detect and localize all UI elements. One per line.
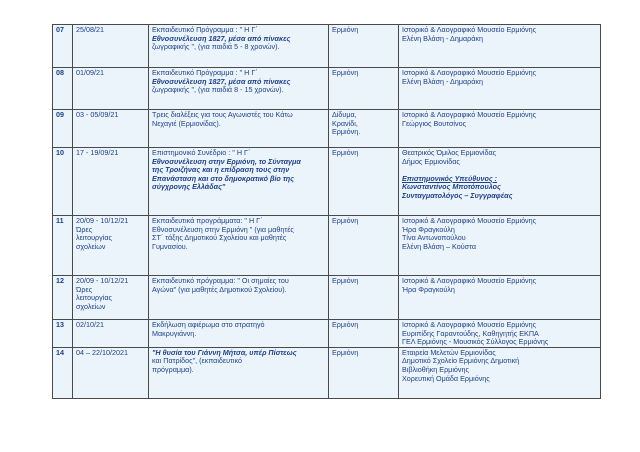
text-line: της Τροιζήνας και η επίδραση τους στην	[152, 165, 290, 175]
text-line: Ερμιόνη	[332, 68, 359, 77]
text-line: Ελένη Βλάση - Δημαράκη	[402, 76, 483, 86]
text-line: Εταιρεία Μελετών Ερμιονίδας	[402, 347, 496, 357]
event-cell	[149, 320, 329, 348]
text-line: Γυμνασίου.	[152, 241, 188, 251]
text-line: ζωγραφικής ", (για παιδιά 8 - 15 χρονών).	[152, 85, 284, 95]
table-row	[53, 216, 601, 276]
text-line: σχολείων	[76, 301, 106, 311]
text-line: Αγώνα" (για μαθητές Δημοτικού Σχολείου).	[152, 284, 287, 294]
row-number-cell: 10	[53, 148, 73, 216]
date-cell	[73, 68, 149, 110]
text-line: Δίδυμα,	[332, 110, 357, 119]
date-cell	[73, 347, 149, 398]
text-line: Ώρες	[76, 284, 93, 294]
text-line: σύγχρονης Ελλάδας"	[152, 182, 226, 192]
text-line: Ερμιόνη	[332, 148, 359, 157]
text-line: Ερμιόνη	[332, 216, 359, 225]
text-line: Ιστορικό & Λαογραφικό Μουσείο Ερμιόνης	[402, 320, 537, 329]
table-row	[53, 110, 601, 148]
text-line: Τίνα Αντωνοπούλου	[402, 233, 466, 243]
text-line: Συνταγματολόγος – Συγγραφέας	[402, 190, 513, 200]
table-body	[53, 25, 601, 399]
table-row	[53, 276, 601, 320]
date-cell	[73, 110, 149, 148]
table-row	[53, 320, 601, 348]
organizer-cell	[399, 110, 601, 148]
text-line: 20/09 - 10/12/21	[76, 216, 129, 225]
place-cell	[329, 148, 399, 216]
text-line: Ερμιόνη	[332, 347, 359, 357]
table-row	[53, 347, 601, 398]
text-line: Ελένη Βλάση - Δημαράκη	[402, 33, 483, 43]
text-line: Κρανίδι,	[332, 118, 358, 128]
text-line: Επιστημονικό Συνέδριο : " Η Γ΄	[152, 148, 251, 157]
event-cell	[149, 276, 329, 320]
text-line: ζωγραφικής ", (για παιδιά 5 - 8 χρονών).	[152, 42, 280, 52]
text-line: ΣΤ΄ τάξης Δημοτικού Σχολείου και μαθητές	[152, 233, 287, 243]
text-line: Ευριπίδης Γαραντούδης, Καθηγητής ΕΚΠΑ	[402, 328, 539, 338]
text-line: Ιστορικό & Λαογραφικό Μουσείο Ερμιόνης	[402, 68, 537, 77]
table-row	[53, 148, 601, 216]
text-line: 17 - 19/09/21	[76, 148, 119, 157]
text-line: Ιστορικό & Λαογραφικό Μουσείο Ερμιόνης	[402, 276, 537, 285]
place-cell	[329, 68, 399, 110]
text-line: πρόγραμμα).	[152, 364, 194, 374]
text-line: Εθνοσυνέλευση 1827, μέσα από πίνακες	[152, 33, 291, 43]
text-line: Εθνοσυνέλευση στην Ερμιόνη " (για μαθητές	[152, 224, 294, 234]
text-line: 20/09 - 10/12/21	[76, 276, 129, 285]
text-line: Δήμος Ερμιονίδας	[402, 156, 460, 166]
place-cell	[329, 276, 399, 320]
text-line: Εκπαιδευτικό πρόγραμμα: " Οι σημαίες του	[152, 276, 289, 285]
date-cell	[73, 276, 149, 320]
text-line: λειτουργίας	[76, 293, 112, 303]
event-cell	[149, 347, 329, 398]
date-cell	[73, 320, 149, 348]
text-line: Εθνοσυνέλευση 1827, μέσα από πίνακες	[152, 76, 291, 86]
row-number-cell: 11	[53, 216, 73, 276]
row-number-cell: 09	[53, 110, 73, 148]
text-line: 02/10/21	[76, 320, 104, 329]
text-line: Βιβλιοθήκη Ερμιόνης	[402, 364, 469, 374]
organizer-cell	[399, 216, 601, 276]
text-line: Ερμιόνη	[332, 25, 359, 34]
text-line: Ερμιόνη	[332, 320, 359, 329]
place-cell	[329, 320, 399, 348]
text-line: λειτουργίας	[76, 233, 112, 243]
text-line: Κωνσταντίνος Μποτόπουλος	[402, 182, 501, 192]
text-line: Θεατρικός Όμιλος Ερμιονίδας	[402, 148, 497, 157]
text-line: Ιστορικό & Λαογραφικό Μουσείο Ερμιόνης	[402, 216, 537, 225]
place-cell	[329, 347, 399, 398]
event-cell	[149, 68, 329, 110]
text-line: Ελένη Βλάση – Κούστα	[402, 241, 477, 251]
date-cell	[73, 25, 149, 68]
date-cell	[73, 148, 149, 216]
event-cell	[149, 25, 329, 68]
text-line: 03 - 05/09/21	[76, 110, 119, 119]
events-schedule-table	[52, 24, 601, 399]
table-row	[53, 25, 601, 68]
row-number-cell: 12	[53, 276, 73, 320]
row-number-cell: 07	[53, 25, 73, 68]
text-line: Τρεις διαλέξεις για τους Αγωνιστές του Κάτω	[152, 110, 293, 119]
text-line: Εκπαιδευτικά προγράμματα: " Η Γ΄	[152, 216, 263, 225]
text-line: και Πατρίδος", (εκπαιδευτικό	[152, 356, 243, 366]
text-line: Εκπαιδευτικό Πρόγραμμα : " Η Γ΄	[152, 25, 258, 34]
text-line: Δημοτικό Σχολείο Ερμιόνης Δημοτική	[402, 356, 520, 366]
organizer-cell	[399, 347, 601, 398]
text-line: 01/09/21	[76, 68, 104, 77]
table-row	[53, 68, 601, 110]
place-cell	[329, 110, 399, 148]
text-line: ΓΕΛ Ερμιόνης - Μουσικός Σύλλογος Ερμιόνης	[402, 337, 549, 347]
place-cell	[329, 25, 399, 68]
organizer-cell	[399, 320, 601, 348]
date-cell	[73, 216, 149, 276]
text-line: Εθνοσυνέλευση στην Ερμιόνη, το Σύνταγμα	[152, 156, 301, 166]
event-cell	[149, 148, 329, 216]
text-line: Ιστορικό & Λαογραφικό Μουσείο Ερμιόνης	[402, 25, 537, 34]
text-line: 25/08/21	[76, 25, 104, 34]
text-line: 04 – 22/10/2021	[76, 347, 128, 357]
text-line: "Η θυσία του Γιάννη Μήτσα, υπέρ Πίστεως	[152, 347, 297, 357]
text-line: Ήρα Φραγκούλη	[402, 284, 455, 294]
text-line: Εκπαιδευτικό Πρόγραμμα : " Η Γ΄	[152, 68, 258, 77]
event-cell	[149, 216, 329, 276]
text-line: Μακρυγιάννη.	[152, 328, 197, 338]
text-line: Ήρα Φραγκούλη	[402, 224, 455, 234]
organizer-cell	[399, 25, 601, 68]
text-line: Χορευτική Ομάδα Ερμιόνης	[402, 373, 490, 383]
organizer-cell	[399, 148, 601, 216]
text-line: Επανάσταση και στο δημοκρατικό βίο της	[152, 173, 294, 183]
text-line: Νεχαγιέ (Ερμιονίδας).	[152, 118, 221, 128]
organizer-cell	[399, 68, 601, 110]
row-number-cell: 14	[53, 347, 73, 398]
text-line: Γεώργιος Βουτσίνος	[402, 118, 467, 128]
text-line: σχολείων	[76, 241, 106, 251]
text-line: Εκδήλωση αφιέρωμα στο στρατηγό	[152, 320, 265, 329]
place-cell	[329, 216, 399, 276]
text-line: Επιστημονικός Υπεύθυνος :	[402, 173, 498, 183]
text-line: Ιστορικό & Λαογραφικό Μουσείο Ερμιόνης	[402, 110, 537, 119]
event-cell	[149, 110, 329, 148]
row-number-cell: 13	[53, 320, 73, 348]
row-number-cell: 08	[53, 68, 73, 110]
text-line: Ώρες	[76, 224, 93, 234]
text-line: Ερμιόνη.	[332, 127, 361, 137]
text-line: Ερμιόνη	[332, 276, 359, 285]
organizer-cell	[399, 276, 601, 320]
